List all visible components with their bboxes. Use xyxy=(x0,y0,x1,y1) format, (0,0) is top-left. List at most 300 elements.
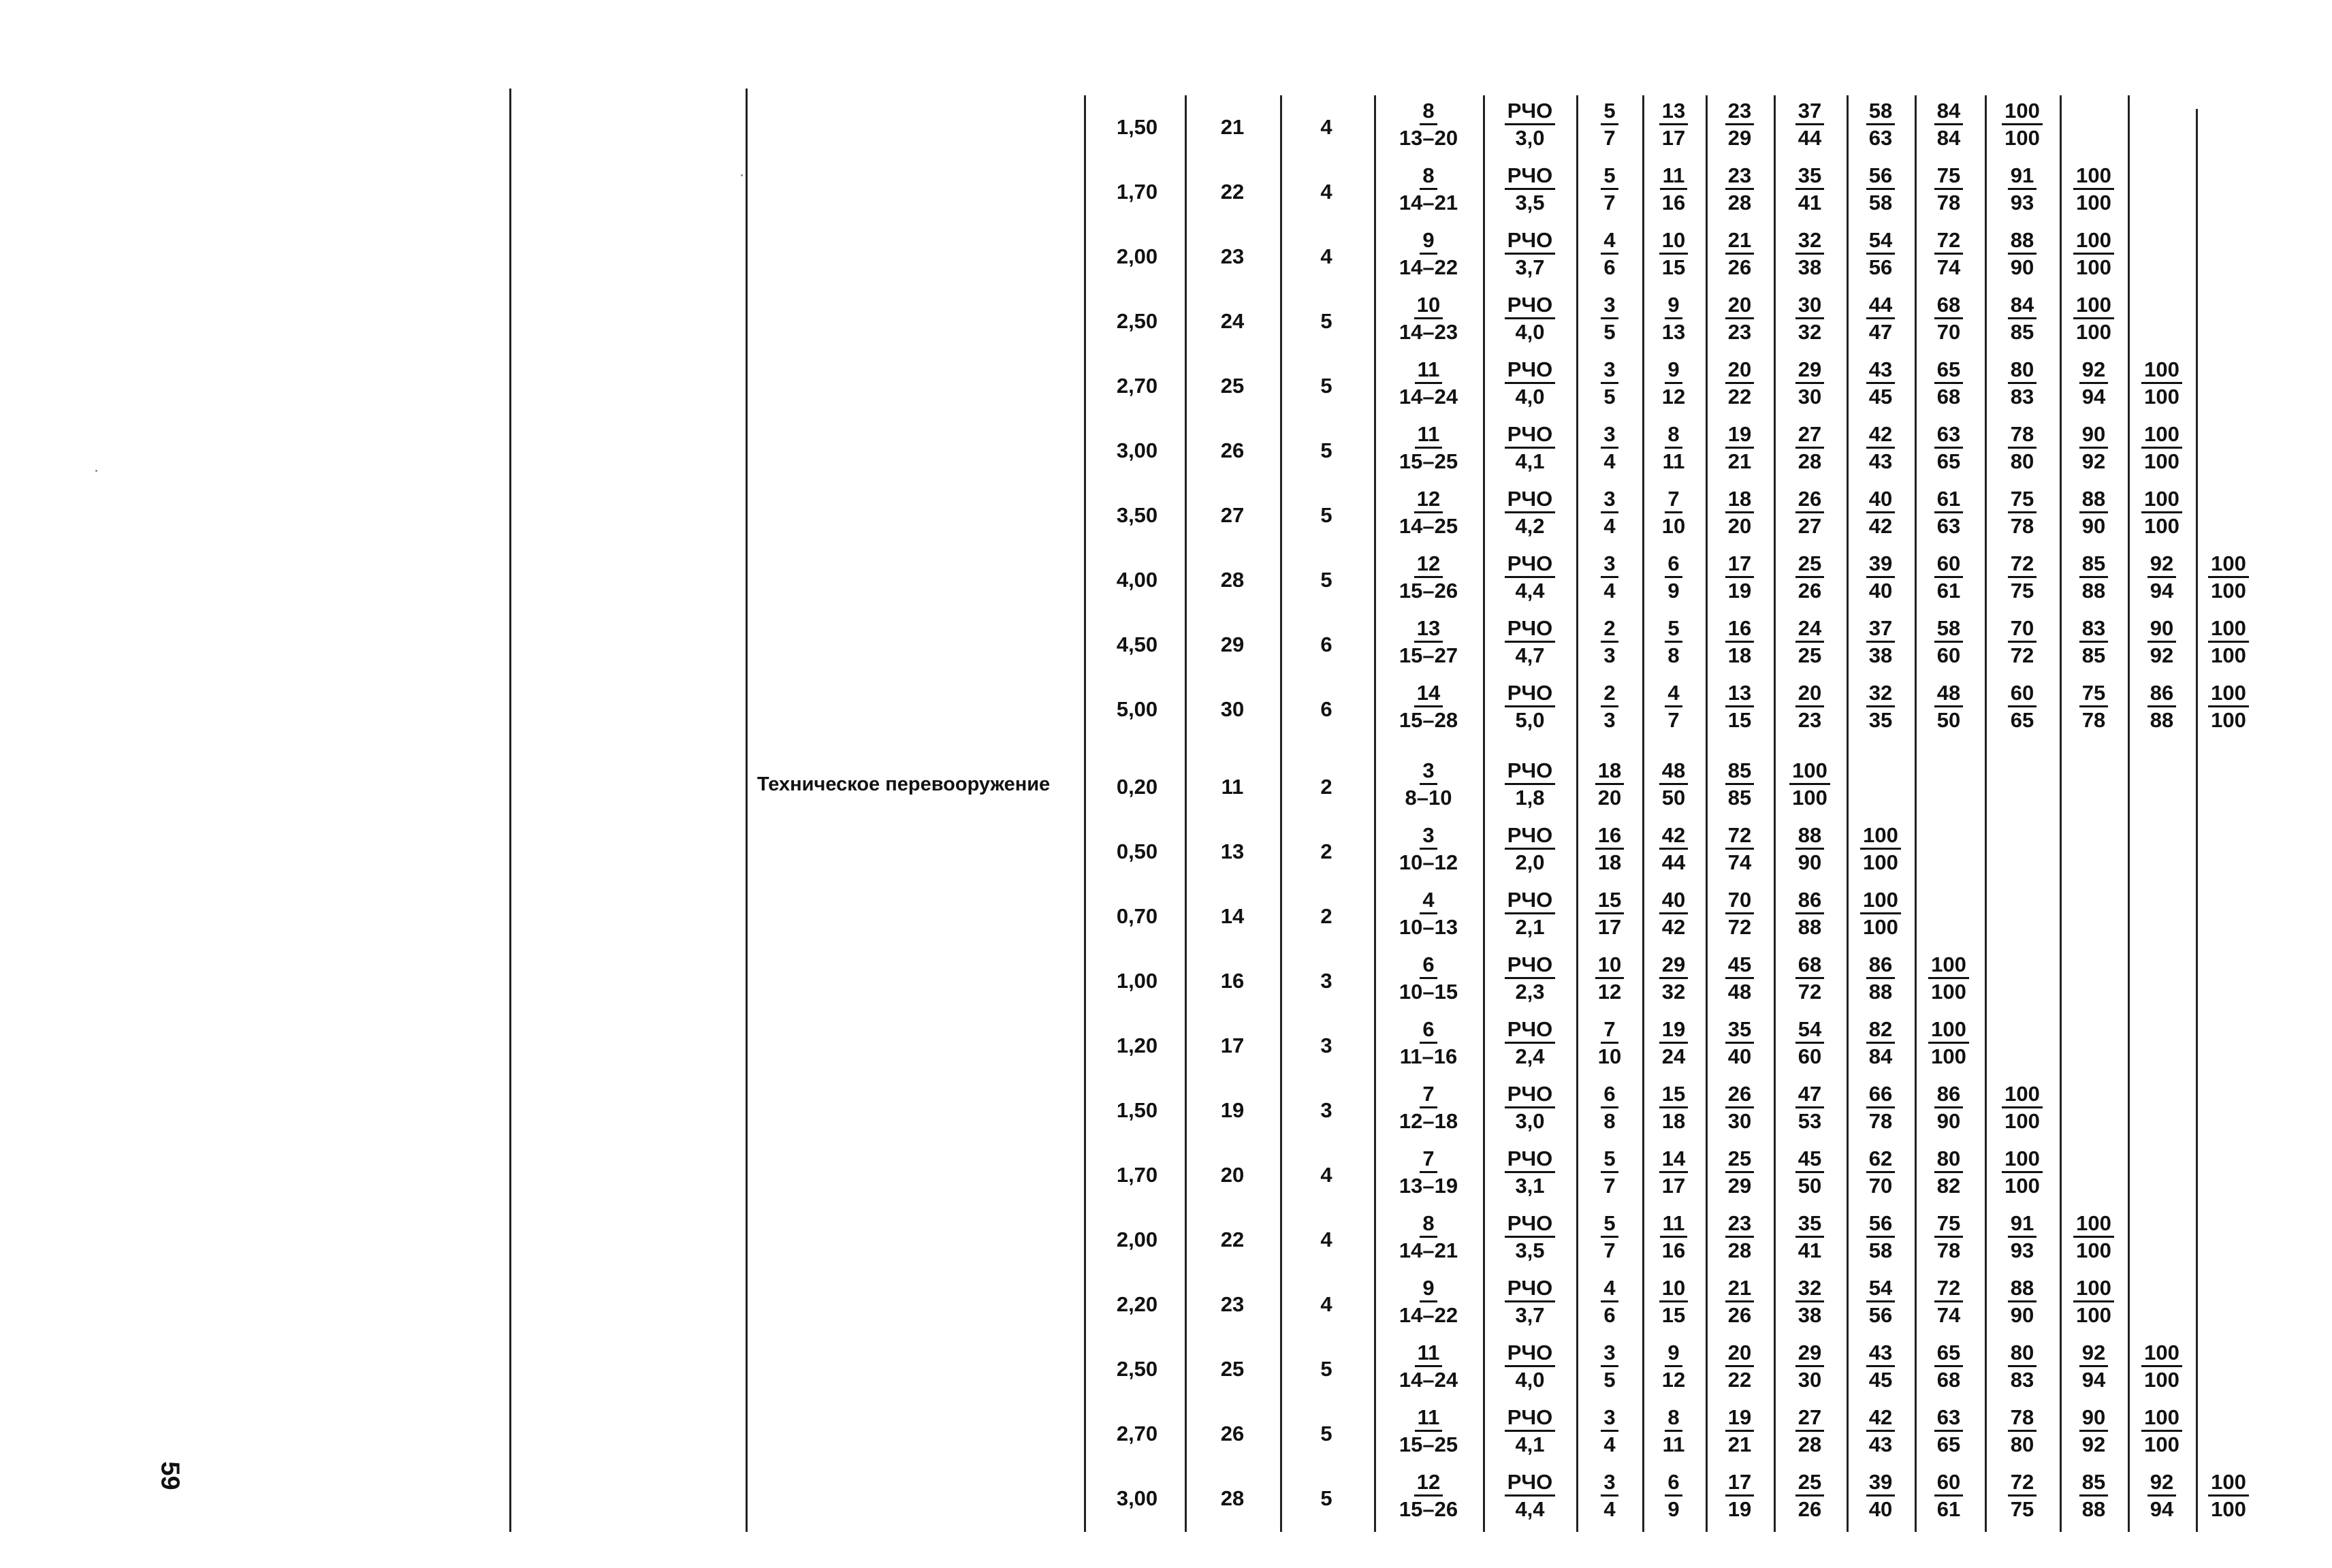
fraction-denominator: 41 xyxy=(1798,1238,1822,1262)
fraction-numerator: 29 xyxy=(1659,954,1688,979)
fraction-denominator: 4,0 xyxy=(1515,320,1545,344)
fraction-denominator: 38 xyxy=(1798,1303,1822,1327)
fraction-denominator: 100 xyxy=(2004,126,2040,150)
fraction-denominator: 50 xyxy=(1661,786,1686,810)
fraction-denominator: 78 xyxy=(1936,1238,1961,1262)
fraction-numerator: 12 xyxy=(1414,488,1443,513)
fraction-cell xyxy=(2114,359,2209,407)
fraction-denominator: 61 xyxy=(1936,579,1961,603)
fraction-denominator: 48 xyxy=(1727,980,1752,1004)
fraction-denominator: 88 xyxy=(2150,708,2174,732)
fraction-denominator: 14–24 xyxy=(1399,1368,1458,1392)
fraction-denominator: 11 xyxy=(1662,449,1685,473)
fraction-denominator: 60 xyxy=(1798,1044,1822,1068)
fraction-denominator: 93 xyxy=(2010,1238,2034,1262)
fraction-numerator: 20 xyxy=(1725,1342,1754,1367)
fraction-denominator: 56 xyxy=(1868,1303,1893,1327)
fraction-numerator: 3 xyxy=(1601,1407,1618,1432)
fraction-denominator: 18 xyxy=(1597,850,1622,874)
table-cell-c1: 3,50 xyxy=(1116,503,1158,527)
fraction-numerator: 58 xyxy=(1934,618,1963,643)
fraction-denominator: 13–19 xyxy=(1399,1174,1458,1198)
fraction-numerator: 14 xyxy=(1414,682,1443,707)
fraction-cell xyxy=(1975,100,2070,148)
fraction-denominator: 27 xyxy=(1798,514,1822,538)
fraction-denominator: 56 xyxy=(1868,255,1893,279)
fraction-numerator: 3 xyxy=(1601,294,1618,319)
fraction-numerator: 62 xyxy=(1866,1148,1895,1173)
fraction-denominator: 43 xyxy=(1868,449,1893,473)
fraction-denominator: 26 xyxy=(1727,255,1752,279)
fraction-cell xyxy=(1901,954,1996,1002)
fraction-numerator: 100 xyxy=(2208,553,2249,578)
fraction-denominator: 12 xyxy=(1661,385,1686,409)
fraction-numerator: РЧО xyxy=(1505,954,1556,979)
table-cell-c1: 2,70 xyxy=(1116,374,1158,398)
fraction-denominator: 15–26 xyxy=(1399,579,1458,603)
fraction-cell xyxy=(1381,760,1476,808)
fraction-denominator: 3,5 xyxy=(1515,191,1545,214)
fraction-denominator: 90 xyxy=(1798,850,1822,874)
fraction-numerator: 100 xyxy=(2002,100,2043,125)
table-cell-c3: 5 xyxy=(1320,1486,1332,1510)
fraction-numerator: 92 xyxy=(2147,553,2176,578)
fraction-denominator: 14–21 xyxy=(1399,191,1458,214)
fraction-cell xyxy=(1762,760,1857,808)
fraction-denominator: 5 xyxy=(1603,320,1616,344)
fraction-denominator: 100 xyxy=(2211,579,2246,603)
fraction-numerator: 20 xyxy=(1725,359,1754,384)
fraction-numerator: 5 xyxy=(1601,165,1618,190)
fraction-numerator: 29 xyxy=(1795,1342,1824,1367)
fraction-numerator: 5 xyxy=(1601,100,1618,125)
fraction-numerator: 13 xyxy=(1725,682,1754,707)
fraction-numerator: 16 xyxy=(1595,825,1624,850)
table-cell-c1: 4,00 xyxy=(1116,568,1158,592)
table-cell-c1: 0,70 xyxy=(1116,904,1158,928)
fraction-numerator: 65 xyxy=(1934,1342,1963,1367)
fraction-numerator: 100 xyxy=(2208,682,2249,707)
fraction-numerator: 100 xyxy=(2073,229,2114,255)
fraction-numerator: 10 xyxy=(1414,294,1443,319)
fraction-numerator: 4 xyxy=(1601,1277,1618,1302)
fraction-numerator: 100 xyxy=(1860,825,1901,850)
fraction-numerator: 100 xyxy=(1928,954,1969,979)
fraction-cell xyxy=(2181,618,2276,666)
fraction-denominator: 40 xyxy=(1727,1044,1752,1068)
fraction-numerator: 8 xyxy=(1420,1213,1437,1238)
fraction-numerator: 23 xyxy=(1725,100,1754,125)
fraction-denominator: 72 xyxy=(1798,980,1822,1004)
table-cell-c3: 3 xyxy=(1320,1098,1332,1122)
table-cell-c2: 23 xyxy=(1220,244,1245,268)
fraction-denominator: 4 xyxy=(1603,1433,1616,1456)
fraction-numerator: 3 xyxy=(1601,488,1618,513)
table-cell-c3: 5 xyxy=(1320,568,1332,592)
fraction-numerator: 8 xyxy=(1665,1407,1682,1432)
table-cell-c3: 3 xyxy=(1320,1034,1332,1057)
fraction-denominator: 92 xyxy=(2150,643,2174,667)
fraction-denominator: 29 xyxy=(1727,126,1752,150)
fraction-numerator: 100 xyxy=(2141,1342,2182,1367)
fraction-numerator: РЧО xyxy=(1505,1471,1556,1497)
fraction-numerator: РЧО xyxy=(1505,1277,1556,1302)
fraction-numerator: РЧО xyxy=(1505,825,1556,850)
table-cell-c2: 29 xyxy=(1220,633,1245,656)
fraction-numerator: 13 xyxy=(1414,618,1443,643)
fraction-denominator: 100 xyxy=(2144,1368,2179,1392)
fraction-denominator: 72 xyxy=(2010,643,2034,667)
fraction-denominator: 3,1 xyxy=(1515,1174,1545,1198)
fraction-denominator: 10–13 xyxy=(1399,915,1458,939)
fraction-cell xyxy=(2046,229,2141,278)
fraction-numerator: 20 xyxy=(1795,682,1824,707)
fraction-denominator: 28 xyxy=(1727,191,1752,214)
table-cell-c3: 4 xyxy=(1320,1228,1332,1251)
fraction-numerator: 66 xyxy=(1866,1083,1895,1108)
fraction-denominator: 88 xyxy=(1868,980,1893,1004)
table-cell-c1: 2,00 xyxy=(1116,244,1158,268)
fraction-numerator: 100 xyxy=(2073,1213,2114,1238)
fraction-denominator: 21 xyxy=(1727,449,1752,473)
fraction-numerator: 70 xyxy=(2008,618,2036,643)
fraction-numerator: 14 xyxy=(1659,1148,1688,1173)
fraction-numerator: 6 xyxy=(1665,553,1682,578)
table-cell-c3: 4 xyxy=(1320,244,1332,268)
table-cell-c2: 14 xyxy=(1220,904,1245,928)
table-cell-c3: 5 xyxy=(1320,1357,1332,1381)
fraction-numerator: 88 xyxy=(2079,488,2108,513)
fraction-numerator: 42 xyxy=(1866,423,1895,449)
fraction-numerator: 11 xyxy=(1415,423,1443,449)
table-cell-c3: 5 xyxy=(1320,374,1332,398)
table-cell-c1: 5,00 xyxy=(1116,697,1158,721)
table-cell-c2: 19 xyxy=(1220,1098,1245,1122)
fraction-cell xyxy=(2114,423,2209,472)
fraction-numerator: 8 xyxy=(1420,165,1437,190)
fraction-numerator: 65 xyxy=(1934,359,1963,384)
table-cell-c1: 1,50 xyxy=(1116,1098,1158,1122)
fraction-numerator: 3 xyxy=(1601,1342,1618,1367)
fraction-numerator: 19 xyxy=(1725,423,1754,449)
fraction-denominator: 14–23 xyxy=(1399,320,1458,344)
fraction-numerator: РЧО xyxy=(1505,100,1556,125)
fraction-denominator: 7 xyxy=(1603,1174,1616,1198)
fraction-denominator: 28 xyxy=(1727,1238,1752,1262)
fraction-numerator: 72 xyxy=(1934,229,1963,255)
fraction-numerator: 80 xyxy=(2008,1342,2036,1367)
fraction-numerator: 68 xyxy=(1934,294,1963,319)
fraction-numerator: 4 xyxy=(1601,229,1618,255)
fraction-denominator: 9 xyxy=(1667,579,1680,603)
table-cell-c1: 2,50 xyxy=(1116,1357,1158,1381)
fraction-numerator: 3 xyxy=(1601,423,1618,449)
fraction-numerator: 84 xyxy=(2008,294,2036,319)
column-rule xyxy=(2196,109,2198,1532)
fraction-denominator: 15–25 xyxy=(1399,1433,1458,1456)
fraction-denominator: 100 xyxy=(2144,514,2179,538)
fraction-numerator: 7 xyxy=(1420,1148,1437,1173)
fraction-denominator: 61 xyxy=(1936,1497,1961,1521)
fraction-numerator: 12 xyxy=(1414,553,1443,578)
fraction-numerator: 15 xyxy=(1595,889,1624,914)
fraction-numerator: 39 xyxy=(1866,1471,1895,1497)
fraction-denominator: 29 xyxy=(1727,1174,1752,1198)
fraction-numerator: 100 xyxy=(2002,1083,2043,1108)
fraction-numerator: 80 xyxy=(2008,359,2036,384)
fraction-numerator: 78 xyxy=(2008,423,2036,449)
fraction-denominator: 2,0 xyxy=(1515,850,1545,874)
fraction-numerator: 100 xyxy=(2141,488,2182,513)
table-cell-c3: 4 xyxy=(1320,180,1332,204)
fraction-denominator: 16 xyxy=(1661,191,1686,214)
fraction-denominator: 35 xyxy=(1868,708,1893,732)
fraction-denominator: 4,2 xyxy=(1515,514,1545,538)
fraction-denominator: 100 xyxy=(2211,1497,2246,1521)
fraction-numerator: 100 xyxy=(2208,618,2249,643)
fraction-numerator: 13 xyxy=(1659,100,1688,125)
fraction-numerator: 61 xyxy=(1934,488,1963,513)
fraction-denominator: 70 xyxy=(1868,1174,1893,1198)
fraction-denominator: 58 xyxy=(1868,191,1893,214)
fraction-numerator: 75 xyxy=(2008,488,2036,513)
fraction-numerator: 70 xyxy=(1725,889,1754,914)
fraction-numerator: РЧО xyxy=(1505,359,1556,384)
table-cell-c1: 2,70 xyxy=(1116,1422,1158,1445)
section-label: Техническое перевооружение xyxy=(757,773,1051,795)
scan-speck xyxy=(741,174,743,176)
fraction-numerator: 5 xyxy=(1601,1148,1618,1173)
fraction-numerator: 72 xyxy=(2008,553,2036,578)
fraction-denominator: 3,5 xyxy=(1515,1238,1545,1262)
fraction-cell xyxy=(1975,1148,2070,1196)
fraction-numerator: 86 xyxy=(2147,682,2176,707)
table-cell-c2: 16 xyxy=(1220,969,1245,993)
fraction-denominator: 9 xyxy=(1667,1497,1680,1521)
fraction-numerator: 75 xyxy=(1934,165,1963,190)
fraction-numerator: 83 xyxy=(2079,618,2108,643)
fraction-denominator: 12 xyxy=(1597,980,1622,1004)
table-cell-c3: 2 xyxy=(1320,775,1332,799)
fraction-cell xyxy=(2181,553,2276,601)
table-cell-c2: 28 xyxy=(1220,568,1245,592)
fraction-numerator: 84 xyxy=(1934,100,1963,125)
table-cell-c1: 0,50 xyxy=(1116,839,1158,863)
table-cell-c2: 22 xyxy=(1220,180,1245,204)
fraction-denominator: 4 xyxy=(1603,1497,1616,1521)
fraction-denominator: 6 xyxy=(1603,255,1616,279)
fraction-denominator: 10 xyxy=(1661,514,1686,538)
fraction-denominator: 26 xyxy=(1798,579,1822,603)
fraction-denominator: 2,4 xyxy=(1515,1044,1545,1068)
fraction-numerator: 90 xyxy=(2079,1407,2108,1432)
fraction-numerator: 17 xyxy=(1725,1471,1754,1497)
table-cell-c1: 3,00 xyxy=(1116,438,1158,462)
fraction-numerator: 43 xyxy=(1866,359,1895,384)
fraction-numerator: 60 xyxy=(1934,1471,1963,1497)
fraction-denominator: 7 xyxy=(1603,191,1616,214)
fraction-numerator: 21 xyxy=(1725,229,1754,255)
fraction-numerator: РЧО xyxy=(1505,165,1556,190)
fraction-denominator: 100 xyxy=(2144,1433,2179,1456)
fraction-numerator: 100 xyxy=(2141,359,2182,384)
fraction-denominator: 44 xyxy=(1798,126,1822,150)
fraction-cell xyxy=(1381,423,1476,472)
fraction-numerator: 42 xyxy=(1659,825,1688,850)
fraction-denominator: 14–22 xyxy=(1399,255,1458,279)
fraction-numerator: 6 xyxy=(1601,1083,1618,1108)
fraction-denominator: 100 xyxy=(1863,915,1898,939)
fraction-denominator: 8 xyxy=(1603,1109,1616,1133)
fraction-denominator: 5 xyxy=(1603,385,1616,409)
fraction-denominator: 28 xyxy=(1798,449,1822,473)
fraction-numerator: 39 xyxy=(1866,553,1895,578)
fraction-denominator: 68 xyxy=(1936,1368,1961,1392)
fraction-numerator: 60 xyxy=(1934,553,1963,578)
table-cell-c2: 26 xyxy=(1220,1422,1245,1445)
fraction-numerator: 47 xyxy=(1795,1083,1824,1108)
fraction-denominator: 92 xyxy=(2081,1433,2106,1456)
fraction-numerator: 3 xyxy=(1601,359,1618,384)
fraction-denominator: 8 xyxy=(1667,643,1680,667)
fraction-denominator: 2,1 xyxy=(1515,915,1545,939)
fraction-numerator: РЧО xyxy=(1505,889,1556,914)
fraction-numerator: 78 xyxy=(2008,1407,2036,1432)
fraction-denominator: 17 xyxy=(1661,126,1686,150)
fraction-numerator: 10 xyxy=(1595,954,1624,979)
fraction-denominator: 3 xyxy=(1603,708,1616,732)
table-cell-c3: 6 xyxy=(1320,697,1332,721)
fraction-numerator: РЧО xyxy=(1505,553,1556,578)
fraction-denominator: 4 xyxy=(1603,579,1616,603)
fraction-numerator: 19 xyxy=(1725,1407,1754,1432)
fraction-numerator: 44 xyxy=(1866,294,1895,319)
fraction-denominator: 17 xyxy=(1661,1174,1686,1198)
fraction-denominator: 94 xyxy=(2081,385,2106,409)
fraction-denominator: 83 xyxy=(2010,1368,2034,1392)
fraction-numerator: 17 xyxy=(1725,553,1754,578)
fraction-cell xyxy=(1381,100,1476,148)
fraction-numerator: 85 xyxy=(1725,760,1754,785)
fraction-numerator: РЧО xyxy=(1505,1019,1556,1044)
fraction-denominator: 32 xyxy=(1661,980,1686,1004)
fraction-denominator: 65 xyxy=(1936,449,1961,473)
fraction-numerator: 42 xyxy=(1866,1407,1895,1432)
table-cell-c1: 1,70 xyxy=(1116,180,1158,204)
fraction-numerator: 100 xyxy=(1860,889,1901,914)
fraction-denominator: 22 xyxy=(1727,1368,1752,1392)
table-cell-c1: 1,00 xyxy=(1116,969,1158,993)
fraction-denominator: 38 xyxy=(1868,643,1893,667)
fraction-denominator: 68 xyxy=(1936,385,1961,409)
fraction-numerator: 45 xyxy=(1795,1148,1824,1173)
fraction-denominator: 3,0 xyxy=(1515,126,1545,150)
fraction-numerator: 92 xyxy=(2147,1471,2176,1497)
fraction-numerator: 63 xyxy=(1934,1407,1963,1432)
fraction-denominator: 26 xyxy=(1798,1497,1822,1521)
fraction-cell xyxy=(1901,1019,1996,1067)
fraction-denominator: 100 xyxy=(1863,850,1898,874)
fraction-denominator: 7 xyxy=(1667,708,1680,732)
fraction-numerator: 88 xyxy=(1795,825,1824,850)
column-rule xyxy=(746,89,748,1532)
fraction-cell xyxy=(2114,1342,2209,1390)
table-cell-c3: 2 xyxy=(1320,904,1332,928)
fraction-numerator: 32 xyxy=(1795,229,1824,255)
fraction-denominator: 100 xyxy=(2211,643,2246,667)
fraction-numerator: 35 xyxy=(1725,1019,1754,1044)
fraction-numerator: 24 xyxy=(1795,618,1824,643)
fraction-denominator: 90 xyxy=(2081,514,2106,538)
column-rule xyxy=(1185,95,1187,1532)
table-cell-c2: 25 xyxy=(1220,1357,1245,1381)
table-cell-c3: 4 xyxy=(1320,1292,1332,1316)
fraction-denominator: 40 xyxy=(1868,579,1893,603)
column-rule xyxy=(509,89,511,1532)
fraction-denominator: 74 xyxy=(1936,1303,1961,1327)
table-cell-c3: 3 xyxy=(1320,969,1332,993)
fraction-denominator: 88 xyxy=(2081,1497,2106,1521)
fraction-numerator: 18 xyxy=(1725,488,1754,513)
fraction-denominator: 75 xyxy=(2010,579,2034,603)
fraction-numerator: 2 xyxy=(1601,618,1618,643)
fraction-denominator: 83 xyxy=(2010,385,2034,409)
fraction-numerator: РЧО xyxy=(1505,1407,1556,1432)
fraction-denominator: 100 xyxy=(1792,786,1827,810)
fraction-cell xyxy=(2046,165,2141,213)
fraction-numerator: 11 xyxy=(1415,1407,1443,1432)
fraction-denominator: 100 xyxy=(2076,191,2111,214)
fraction-denominator: 15 xyxy=(1661,255,1686,279)
fraction-denominator: 30 xyxy=(1798,385,1822,409)
fraction-denominator: 4,7 xyxy=(1515,643,1545,667)
fraction-denominator: 53 xyxy=(1798,1109,1822,1133)
table-cell-c2: 20 xyxy=(1220,1163,1245,1187)
fraction-numerator: 6 xyxy=(1420,1019,1437,1044)
fraction-denominator: 40 xyxy=(1868,1497,1893,1521)
fraction-numerator: 11 xyxy=(1415,1342,1443,1367)
fraction-denominator: 85 xyxy=(1727,786,1752,810)
fraction-numerator: 100 xyxy=(2073,1277,2114,1302)
fraction-numerator: 10 xyxy=(1659,1277,1688,1302)
table-cell-c2: 13 xyxy=(1220,839,1245,863)
fraction-denominator: 14–25 xyxy=(1399,514,1458,538)
fraction-numerator: 23 xyxy=(1725,1213,1754,1238)
table-cell-c1: 2,20 xyxy=(1116,1292,1158,1316)
fraction-denominator: 15–26 xyxy=(1399,1497,1458,1521)
column-rule xyxy=(1374,95,1376,1532)
fraction-cell xyxy=(2114,1407,2209,1455)
fraction-denominator: 100 xyxy=(1931,1044,1966,1068)
fraction-denominator: 50 xyxy=(1936,708,1961,732)
fraction-cell xyxy=(2181,682,2276,731)
fraction-denominator: 10–15 xyxy=(1399,980,1458,1004)
fraction-denominator: 15–27 xyxy=(1399,643,1458,667)
fraction-numerator: 68 xyxy=(1795,954,1824,979)
fraction-cell xyxy=(1381,229,1476,278)
fraction-numerator: 3 xyxy=(1420,825,1437,850)
table-cell-c3: 5 xyxy=(1320,309,1332,333)
fraction-denominator: 63 xyxy=(1936,514,1961,538)
table-cell-c2: 22 xyxy=(1220,1228,1245,1251)
fraction-cell xyxy=(1381,294,1476,342)
fraction-numerator: 72 xyxy=(1725,825,1754,850)
fraction-numerator: 26 xyxy=(1725,1083,1754,1108)
fraction-denominator: 90 xyxy=(2010,255,2034,279)
fraction-cell xyxy=(1381,1342,1476,1390)
fraction-denominator: 3,7 xyxy=(1515,255,1545,279)
fraction-numerator: 90 xyxy=(2147,618,2176,643)
